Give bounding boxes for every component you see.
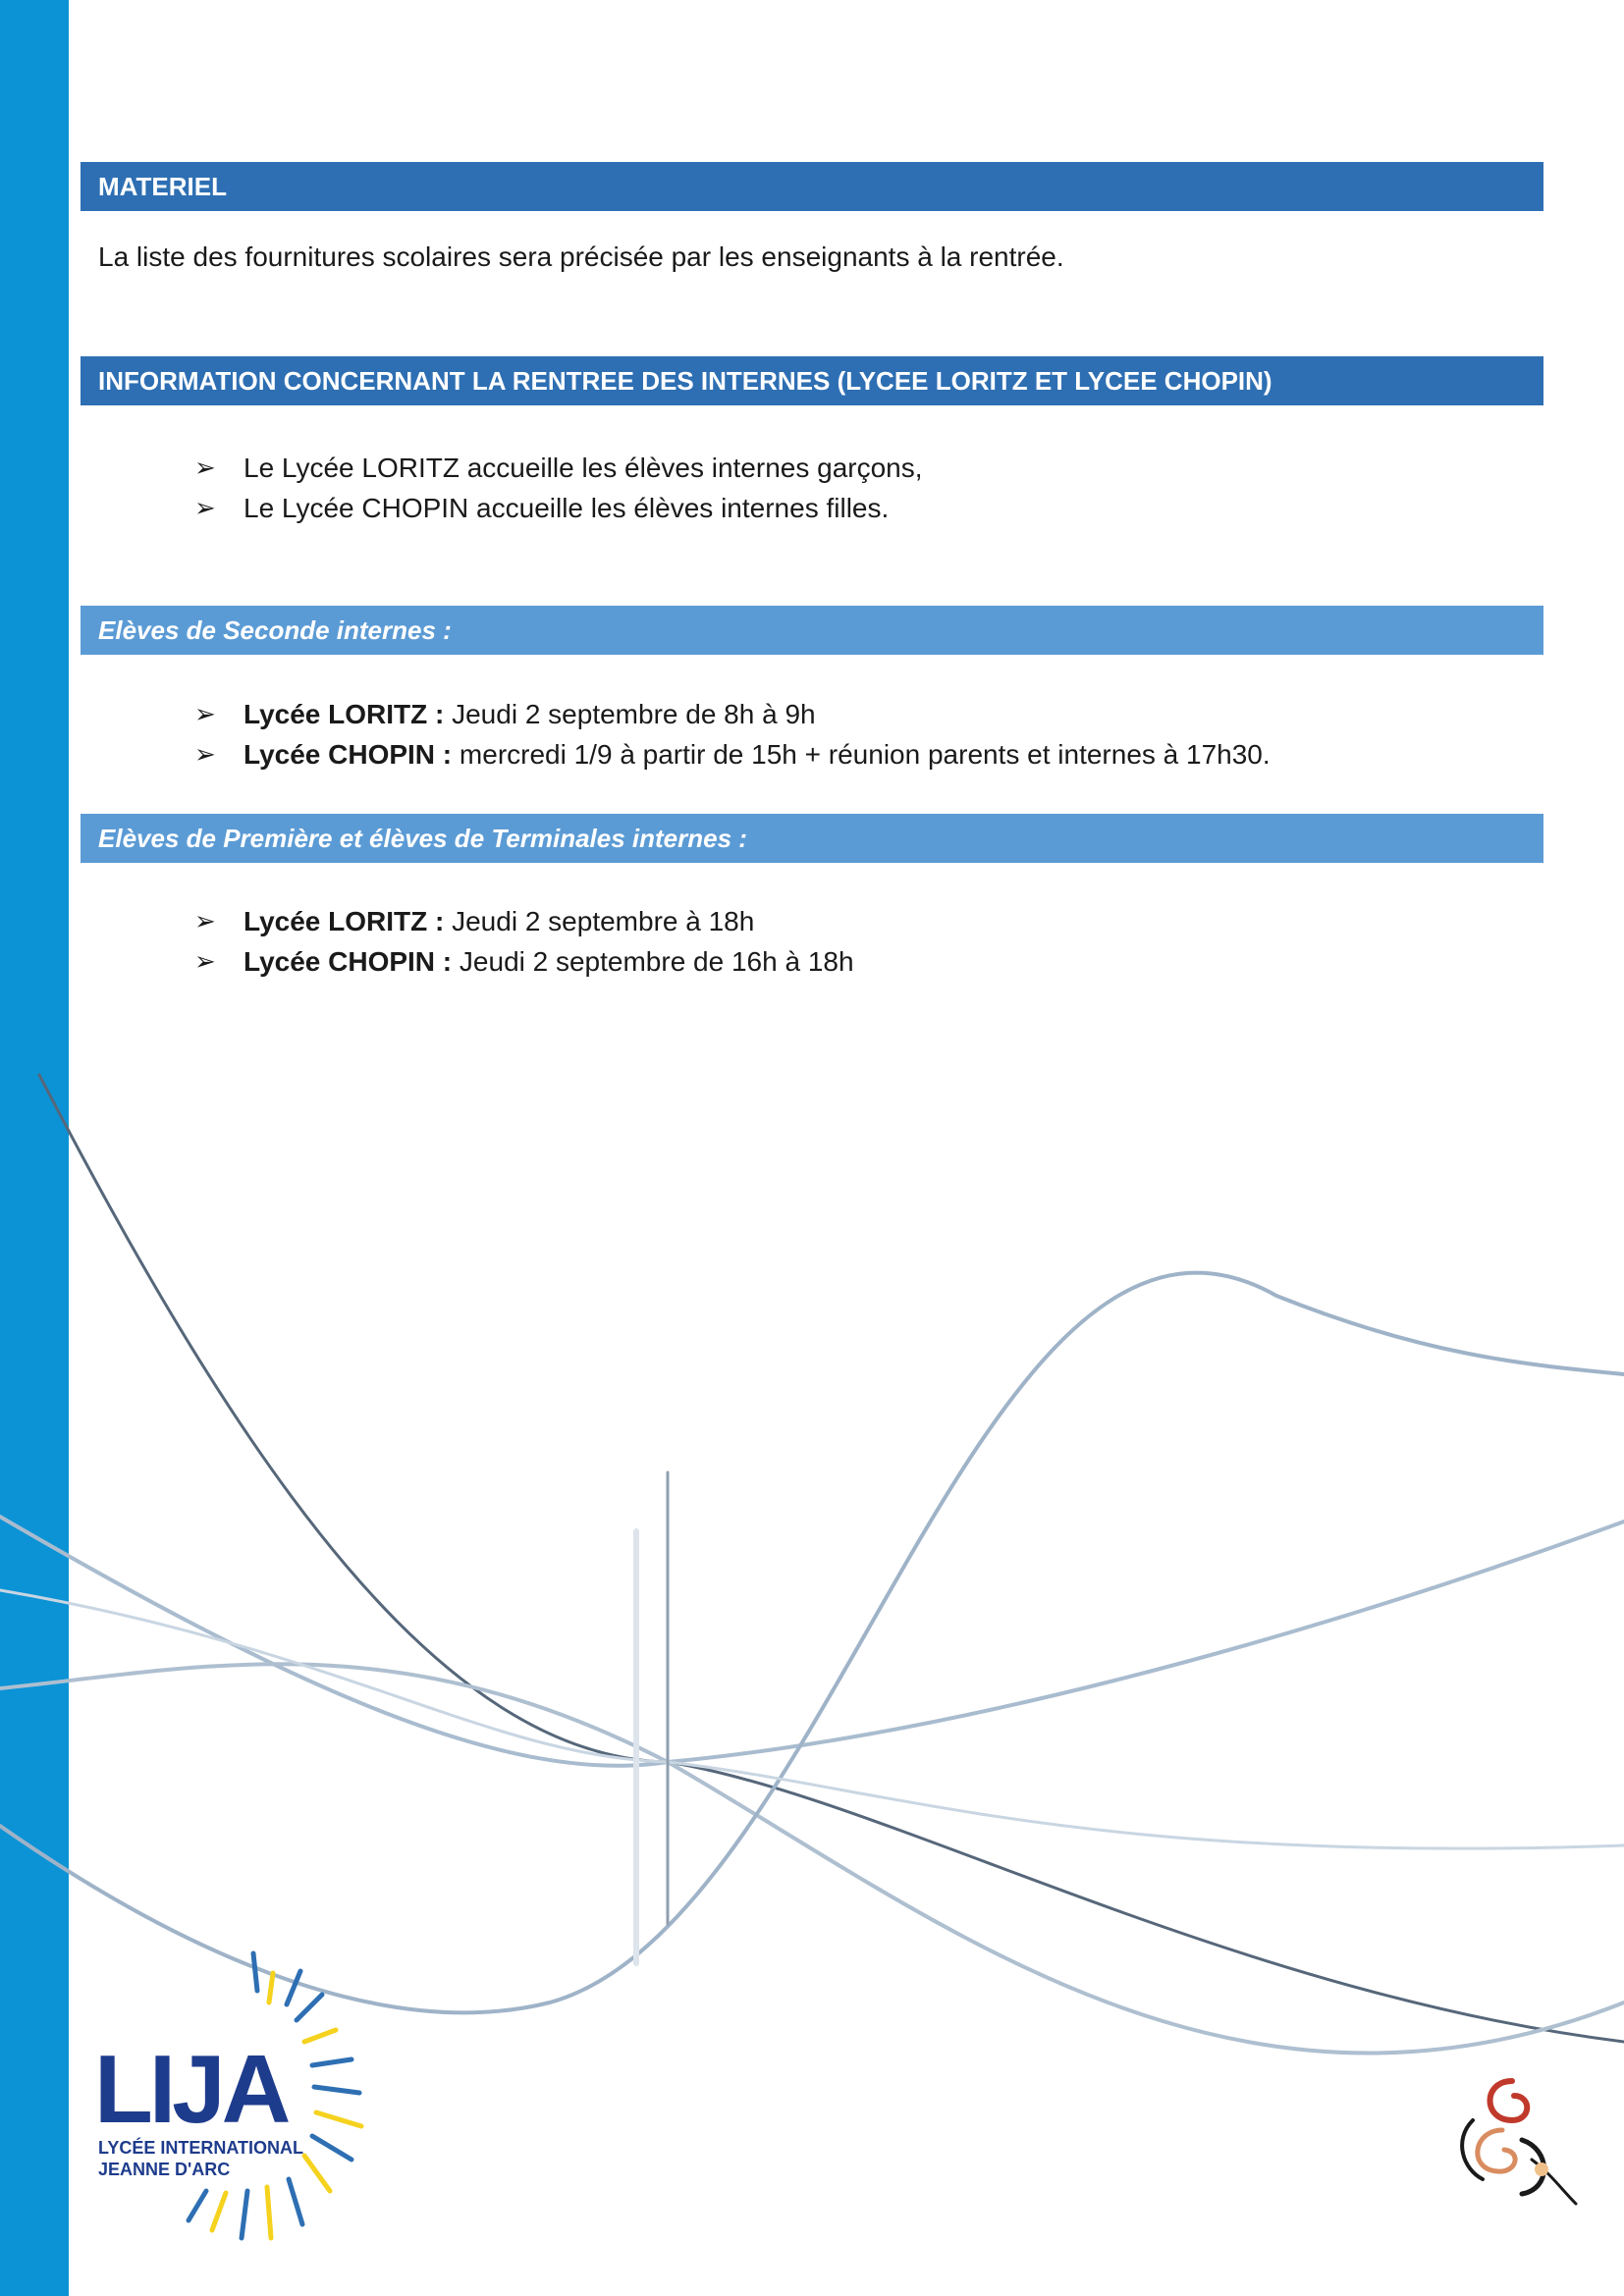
- decorative-ornament-icon: [1443, 2061, 1581, 2209]
- list-item: ➢ Lycée CHOPIN : mercredi 1/9 à partir de 15h + réunion parents et internes à 17h30.: [194, 738, 1271, 770]
- logo-wordmark: LIJA: [94, 2035, 288, 2143]
- seconde-list: [194, 694, 1271, 774]
- premiere-terminale-list: [194, 901, 854, 982]
- arrow-bullet-icon: ➢: [194, 493, 216, 522]
- list-item: ➢ Lycée LORITZ : Jeudi 2 septembre de 8h à 9h: [194, 698, 816, 729]
- section-heading-premiere-terminale: Elèves de Première et élèves de Terminales internes :: [81, 814, 1543, 863]
- logo-line2: JEANNE D'ARC: [98, 2160, 231, 2179]
- lija-logo: [94, 1944, 418, 2258]
- list-item: ➢ Lycée CHOPIN : Jeudi 2 septembre de 16h à 18h: [194, 945, 854, 977]
- internes-list: [194, 448, 923, 528]
- list-item: ➢ Lycée LORITZ : Jeudi 2 septembre à 18h: [194, 905, 755, 936]
- arrow-bullet-icon: ➢: [194, 739, 216, 769]
- materiel-paragraph: La liste des fournitures scolaires sera précisée par les enseignants à la rentrée.: [98, 241, 1064, 272]
- arrow-bullet-icon: ➢: [194, 946, 216, 976]
- section-heading-seconde: Elèves de Seconde internes :: [81, 606, 1543, 655]
- logo-line1: LYCÉE INTERNATIONAL: [98, 2138, 304, 2158]
- section-heading-internes: INFORMATION CONCERNANT LA RENTREE DES INTERNES (LYCEE LORITZ ET LYCEE CHOPIN): [81, 356, 1543, 405]
- list-item: ➢ Le Lycée LORITZ accueille les élèves internes garçons,: [194, 452, 923, 483]
- arrow-bullet-icon: ➢: [194, 699, 216, 728]
- section-heading-materiel: MATERIEL: [81, 162, 1543, 211]
- arrow-bullet-icon: ➢: [194, 906, 216, 935]
- arrow-bullet-icon: ➢: [194, 453, 216, 482]
- list-item: ➢ Le Lycée CHOPIN accueille les élèves internes filles.: [194, 492, 890, 523]
